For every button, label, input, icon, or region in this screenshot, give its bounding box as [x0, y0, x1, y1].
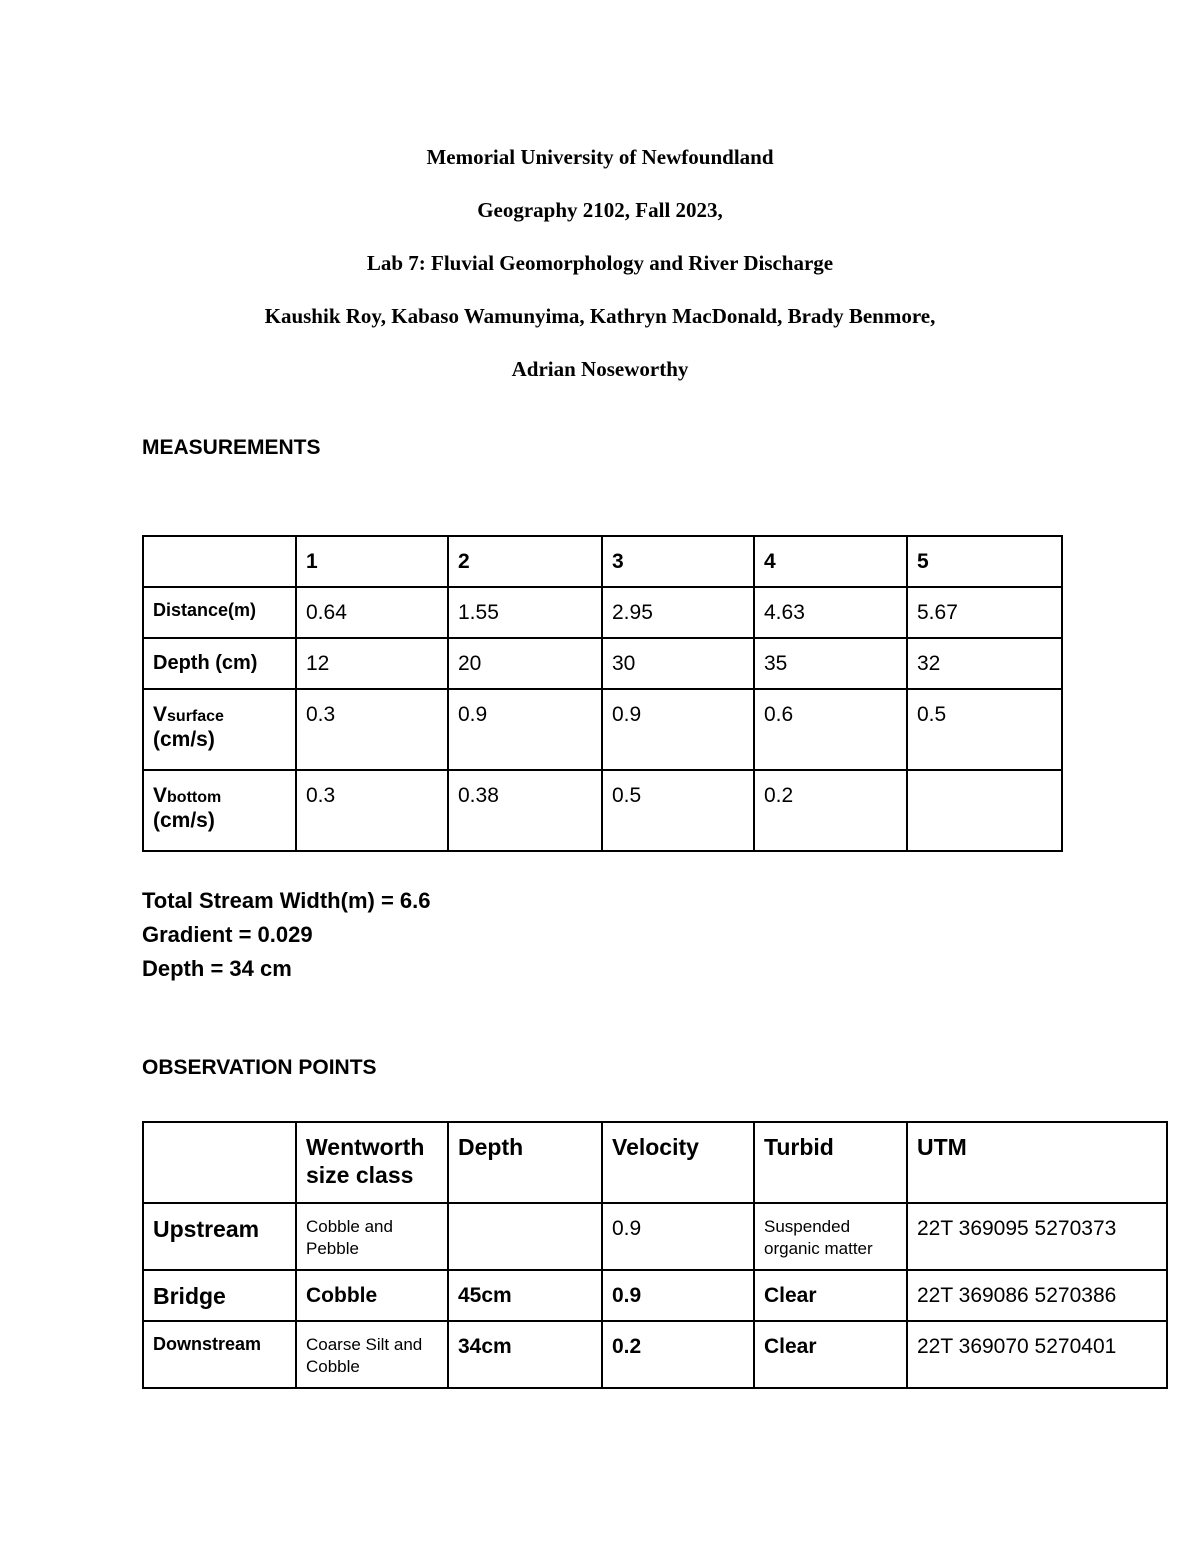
row-label-v-bottom [143, 770, 296, 851]
university-title: Memorial University of Newfoundland [426, 145, 774, 169]
table-cell: 5.67 [907, 587, 1062, 638]
column-header-wentworth: Wentworth size class [296, 1122, 448, 1203]
row-label-distance: Distance(m) [143, 587, 296, 638]
observation-header-row [143, 1122, 1167, 1203]
table-cell: 0.9 [448, 689, 602, 770]
table-row [143, 689, 1062, 770]
table-cell: 30 [602, 638, 754, 689]
observation-table [142, 1121, 1168, 1389]
table-cell: Cobble [296, 1270, 448, 1321]
table-cell: 35 [754, 638, 907, 689]
stream-width-text: Total Stream Width(m) = 6.6 [142, 888, 431, 913]
row-label-downstream: Downstream [143, 1321, 296, 1388]
column-header: 5 [907, 536, 1062, 587]
table-row [143, 1203, 1167, 1270]
column-header: 4 [754, 536, 907, 587]
table-cell: Cobble and Pebble [296, 1203, 448, 1270]
table-cell: 45cm [448, 1270, 602, 1321]
table-corner-cell [143, 1122, 296, 1203]
table-cell: 0.5 [602, 770, 754, 851]
authors-line-2: Adrian Noseworthy [511, 357, 689, 381]
table-cell: 12 [296, 638, 448, 689]
gradient-text: Gradient = 0.029 [142, 922, 313, 947]
table-cell: Coarse Silt and Cobble [296, 1321, 448, 1388]
row-label-bridge: Bridge [143, 1270, 296, 1321]
table-cell: 0.64 [296, 587, 448, 638]
table-row [143, 1270, 1167, 1321]
unit-label: (cm/s) [153, 809, 215, 833]
column-header-utm: UTM [907, 1122, 1167, 1203]
table-cell: 0.3 [296, 770, 448, 851]
table-cell: 22T 369070 5270401 [907, 1321, 1167, 1388]
table-cell: 4.63 [754, 587, 907, 638]
summary-block [142, 884, 431, 986]
table-cell: Clear [754, 1321, 907, 1388]
column-header: 1 [296, 536, 448, 587]
v-symbol: V [153, 703, 168, 726]
table-row [143, 638, 1062, 689]
v-symbol: V [153, 784, 168, 807]
course-title: Geography 2102, Fall 2023, [477, 198, 723, 222]
column-header-turbid: Turbid [754, 1122, 907, 1203]
v-subscript: bottom [167, 789, 222, 806]
table-corner-cell [143, 536, 296, 587]
table-cell: 0.38 [448, 770, 602, 851]
table-row [143, 587, 1062, 638]
table-cell: 0.9 [602, 689, 754, 770]
table-cell: 0.9 [602, 1203, 754, 1270]
column-header: 3 [602, 536, 754, 587]
table-cell: 1.55 [448, 587, 602, 638]
table-cell: 32 [907, 638, 1062, 689]
column-header: 2 [448, 536, 602, 587]
table-row [143, 1321, 1167, 1388]
table-cell: 0.2 [602, 1321, 754, 1388]
table-cell: 0.9 [602, 1270, 754, 1321]
table-cell: 2.95 [602, 587, 754, 638]
table-cell: 34cm [448, 1321, 602, 1388]
table-cell: 0.6 [754, 689, 907, 770]
table-cell: Clear [754, 1270, 907, 1321]
depth-text: Depth = 34 cm [142, 956, 292, 981]
v-subscript: surface [167, 708, 224, 725]
row-label-upstream: Upstream [143, 1203, 296, 1270]
table-cell: 20 [448, 638, 602, 689]
measurements-header-row [143, 536, 1062, 587]
observation-points-heading: OBSERVATION POINTS [142, 1056, 377, 1079]
row-label-depth: Depth (cm) [143, 638, 296, 689]
measurements-table [142, 535, 1063, 852]
table-cell: 22T 369086 5270386 [907, 1270, 1167, 1321]
table-cell [907, 770, 1062, 851]
table-cell [448, 1203, 602, 1270]
column-header-depth: Depth [448, 1122, 602, 1203]
table-cell: Suspended organic matter [754, 1203, 907, 1270]
table-cell: 0.2 [754, 770, 907, 851]
lab-title: Lab 7: Fluvial Geomorphology and River Discharge [366, 251, 834, 275]
table-cell: 0.3 [296, 689, 448, 770]
column-header-velocity: Velocity [602, 1122, 754, 1203]
authors-line-1: Kaushik Roy, Kabaso Wamunyima, Kathryn MacDonald, Brady Benmore, [264, 304, 936, 328]
table-row [143, 770, 1062, 851]
row-label-v-surface [143, 689, 296, 770]
table-cell: 22T 369095 5270373 [907, 1203, 1167, 1270]
table-cell: 0.5 [907, 689, 1062, 770]
measurements-heading: MEASUREMENTS [142, 436, 321, 459]
unit-label: (cm/s) [153, 728, 215, 752]
